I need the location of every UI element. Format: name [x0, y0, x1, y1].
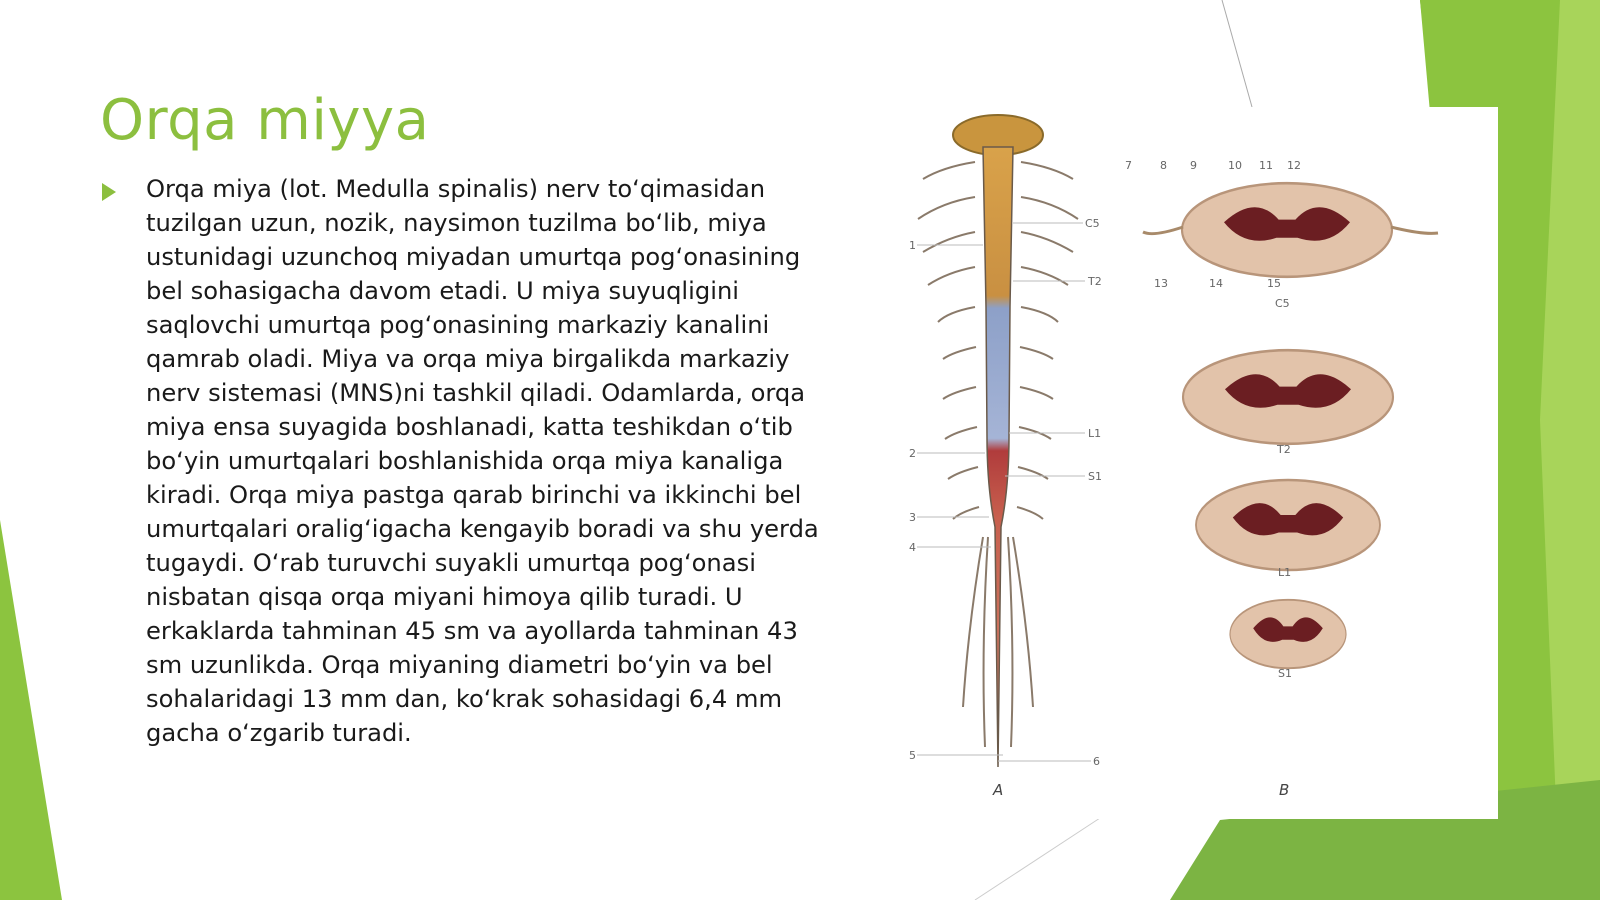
lower-number-15: 15 — [1267, 277, 1281, 290]
cross-section-t2 — [1183, 350, 1393, 444]
left-number-3: 3 — [909, 511, 916, 524]
slide-title: Orqa miyya — [100, 88, 430, 153]
top-number-12: 12 — [1287, 159, 1301, 172]
lower-number-14: 14 — [1209, 277, 1223, 290]
left-number-1: 1 — [909, 239, 916, 252]
top-number-7: 7 — [1125, 159, 1132, 172]
spinal-cord-illustration — [909, 107, 1498, 819]
caption-b: B — [1279, 781, 1290, 799]
spinal-cord — [983, 147, 1013, 767]
bg-line-bottom — [975, 818, 1100, 900]
bottom-right-number: 6 — [1093, 755, 1100, 768]
cross-section-l1 — [1196, 480, 1380, 570]
left-number-4: 4 — [909, 541, 916, 554]
bullet-arrow-icon — [102, 183, 116, 201]
cord-label-t2: T2 — [1088, 275, 1102, 288]
top-number-10: 10 — [1228, 159, 1242, 172]
cord-label-l1: L1 — [1088, 427, 1102, 440]
section-label-l1: L1 — [1278, 566, 1292, 579]
cross-section-s1 — [1230, 600, 1346, 668]
cord-label-s1: S1 — [1088, 470, 1102, 483]
left-number-5: 5 — [909, 749, 916, 762]
bg-shape-left — [0, 520, 62, 900]
spinal-cord-figure — [909, 107, 1498, 819]
slide-paragraph: Orqa miya (lot. Medulla spinalis) nerv to‘qimasidan tuzilgan uzun, nozik, naysimon tuzilma bo‘lib, miya ustunidagi uzunchoq miyadan umurtqa pog‘onasining bel sohasigacha davom etadi. U miya suyuqligini saqlovchi umurtqa pog‘onasining markaziy kanalini qamrab oladi. Miya va orqa miya birgalikda markaziy nerv sistemasi (MNS)ni tashkil qiladi. Odamlarda, orqa miya ensa suyagida boshlanadi, katta teshikdan o‘tib bo‘yin umurtqalari boshlanishida orqa miya kanaliga kiradi. Orqa miya pastga qarab birinchi va ikkinchi bel umurtqalari oralig‘igacha kengayib boradi va shu yerda tugaydi. O‘rab turuvchi suyakli umurtqa pog‘onasi nisbatan qisqa orqa miyani himoya qilib turadi. U erkaklarda tahminan 45 sm va ayollarda tahminan 43 sm uzunlikda. Orqa miyaning diametri bo‘yin va bel sohalaridagi 13 mm dan, ko‘krak sohasidagi 6,4 mm gacha o‘zgarib turadi. — [146, 175, 819, 747]
cord-label-c5: C5 — [1085, 217, 1100, 230]
section-label-c5: C5 — [1275, 297, 1290, 310]
caption-a: A — [993, 781, 1004, 799]
bg-line-top — [1222, 0, 1252, 107]
section-label-s1: S1 — [1278, 667, 1292, 680]
top-number-8: 8 — [1160, 159, 1167, 172]
cross-section-c5 — [1182, 183, 1392, 277]
top-number-9: 9 — [1190, 159, 1197, 172]
left-number-2: 2 — [909, 447, 916, 460]
top-number-11: 11 — [1259, 159, 1273, 172]
lower-number-13: 13 — [1154, 277, 1168, 290]
section-label-t2: T2 — [1277, 443, 1291, 456]
